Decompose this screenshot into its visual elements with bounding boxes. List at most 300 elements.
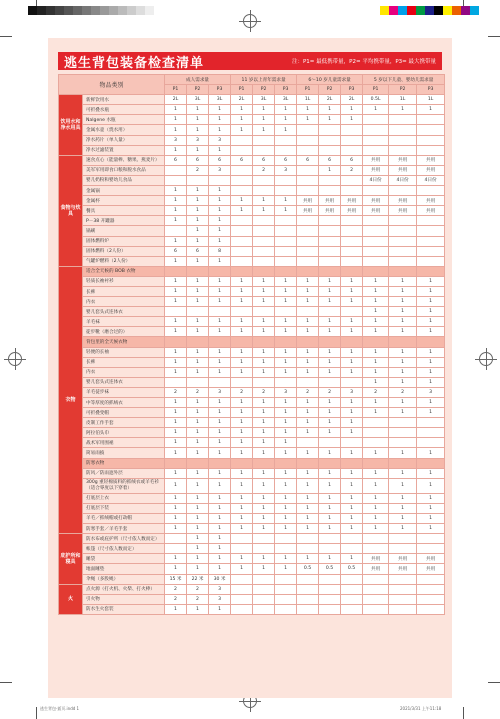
item-cell: 可折叠水瓶 [83, 105, 165, 115]
quantity-cell [341, 266, 363, 276]
quantity-cell [253, 266, 275, 276]
quantity-cell [165, 458, 187, 468]
quantity-cell: 1 [389, 367, 417, 377]
quantity-cell [187, 337, 209, 347]
quantity-cell: 1 [319, 478, 341, 493]
quantity-cell: 1 [363, 307, 389, 317]
quantity-cell: 2L [165, 95, 187, 105]
quantity-cell: 1 [253, 105, 275, 115]
quantity-cell [253, 604, 275, 614]
item-cell: 固体燃料炉 [83, 236, 165, 246]
quantity-cell: 6 [275, 155, 297, 165]
table-row [59, 175, 445, 185]
quantity-cell: 1 [187, 226, 209, 236]
quantity-cell: 1 [165, 418, 187, 428]
quantity-cell [341, 226, 363, 236]
item-cell: 徒步靴（磨合过的） [83, 327, 165, 337]
quantity-cell: 1 [187, 357, 209, 367]
quantity-cell: 3 [275, 387, 297, 397]
quantity-cell: 共用 [341, 196, 363, 206]
quantity-cell: 1 [187, 503, 209, 513]
quantity-cell [363, 216, 389, 226]
quantity-cell: 1 [297, 418, 319, 428]
item-cell: 轻质长袖衬衫 [83, 276, 165, 286]
quantity-cell [389, 216, 417, 226]
quantity-cell [275, 544, 297, 554]
table-row [59, 534, 445, 544]
quantity-cell [297, 584, 319, 594]
p-label: P3 [417, 85, 445, 95]
table-row [59, 226, 445, 236]
quantity-cell [231, 584, 253, 594]
table-row [59, 347, 445, 357]
quantity-cell [319, 604, 341, 614]
quantity-cell: 1 [165, 554, 187, 564]
quantity-cell: 1 [253, 564, 275, 574]
quantity-cell: 1 [165, 493, 187, 503]
crop-mark [463, 707, 464, 719]
quantity-cell [363, 428, 389, 438]
quantity-cell: 1 [363, 327, 389, 337]
quantity-cell: 1 [341, 408, 363, 418]
quantity-cell: 1 [341, 357, 363, 367]
quantity-cell [417, 256, 445, 266]
quantity-cell: 共用 [363, 564, 389, 574]
quantity-cell: 1 [165, 564, 187, 574]
quantity-cell: 1 [275, 125, 297, 135]
quantity-cell: 1 [187, 544, 209, 554]
quantity-cell: 1 [341, 276, 363, 286]
quantity-cell: 1 [341, 297, 363, 307]
quantity-cell [275, 266, 297, 276]
quantity-cell: 1 [341, 317, 363, 327]
quantity-cell [297, 216, 319, 226]
quantity-cell: 8 [209, 246, 231, 256]
table-row [59, 297, 445, 307]
quantity-cell: 1 [363, 398, 389, 408]
quantity-cell: 0.5 [319, 564, 341, 574]
quantity-cell: 共用 [363, 554, 389, 564]
quantity-cell: 1 [231, 125, 253, 135]
quantity-cell [209, 175, 231, 185]
quantity-cell: 1 [231, 286, 253, 296]
quantity-cell: 1 [275, 503, 297, 513]
table-row [59, 438, 445, 448]
p-label: P2 [253, 85, 275, 95]
category-cell: 火 [59, 584, 83, 614]
table-row [59, 266, 445, 276]
quantity-cell [253, 175, 275, 185]
quantity-cell [297, 125, 319, 135]
quantity-cell: 1 [165, 438, 187, 448]
table-row [59, 584, 445, 594]
quantity-cell [253, 534, 275, 544]
quantity-cell: 1 [389, 408, 417, 418]
registration-mark [8, 352, 22, 366]
quantity-cell [319, 337, 341, 347]
crop-mark [488, 36, 500, 37]
category-cell: 庇护所和寝具 [59, 534, 83, 584]
quantity-cell: 1 [253, 524, 275, 534]
quantity-cell [417, 125, 445, 135]
quantity-cell: 1 [275, 105, 297, 115]
crop-mark [0, 682, 12, 683]
item-cell: 新鲜饮用水 [83, 95, 165, 105]
quantity-cell: 1 [275, 206, 297, 216]
item-cell: 金属水壶（烧水用） [83, 125, 165, 135]
table-row [59, 594, 445, 604]
table-row [59, 468, 445, 478]
item-cell: 羊毛袜 [83, 317, 165, 327]
quantity-cell [231, 226, 253, 236]
p-label: P2 [187, 85, 209, 95]
category-cell: 饮用水和净水用具 [59, 95, 83, 156]
quantity-cell: 1 [275, 478, 297, 493]
quantity-cell: 1 [297, 297, 319, 307]
quantity-cell [253, 236, 275, 246]
quantity-cell [363, 458, 389, 468]
quantity-cell: 1 [389, 276, 417, 286]
quantity-cell: 1 [319, 408, 341, 418]
item-cell: 伞绳（多股绳） [83, 574, 165, 584]
quantity-cell: 1 [417, 513, 445, 523]
quantity-cell [165, 307, 187, 317]
item-cell: 气罐炉燃料（2人份） [83, 256, 165, 266]
quantity-cell: 1 [319, 428, 341, 438]
table-row [59, 165, 445, 175]
quantity-cell: 1 [389, 513, 417, 523]
quantity-cell: 1 [363, 468, 389, 478]
quantity-cell: 1 [165, 317, 187, 327]
quantity-cell: 1 [319, 367, 341, 377]
item-cell: 长裤 [83, 286, 165, 296]
group-header-adult: 成人需求量 [165, 75, 231, 85]
quantity-cell: 1 [165, 347, 187, 357]
quantity-cell [275, 246, 297, 256]
item-cell: 羊毛徒步袜 [83, 387, 165, 397]
quantity-cell [341, 534, 363, 544]
quantity-cell: 1 [209, 503, 231, 513]
quantity-cell: 1 [363, 448, 389, 458]
table-row [59, 95, 445, 105]
quantity-cell [319, 216, 341, 226]
quantity-cell: 共用 [363, 206, 389, 216]
quantity-cell [297, 266, 319, 276]
quantity-cell: 15 米 [165, 574, 187, 584]
quantity-cell [389, 604, 417, 614]
quantity-cell [187, 377, 209, 387]
quantity-cell: 1 [209, 186, 231, 196]
table-row [59, 604, 445, 614]
quantity-cell: 共用 [297, 206, 319, 216]
quantity-cell: 1 [417, 478, 445, 493]
quantity-cell: 1 [209, 544, 231, 554]
quantity-cell: 1 [231, 357, 253, 367]
quantity-cell: 1 [275, 115, 297, 125]
quantity-cell [319, 135, 341, 145]
item-cell: 睡袋 [83, 554, 165, 564]
quantity-cell [341, 246, 363, 256]
quantity-cell: 1 [209, 448, 231, 458]
quantity-cell [253, 145, 275, 155]
table-row [59, 236, 445, 246]
quantity-cell [275, 216, 297, 226]
quantity-cell: 1 [187, 105, 209, 115]
quantity-cell: 3 [209, 135, 231, 145]
quantity-cell: 1 [319, 554, 341, 564]
quantity-cell [165, 266, 187, 276]
quantity-cell: 共用 [389, 155, 417, 165]
quantity-cell [231, 307, 253, 317]
quantity-cell [341, 256, 363, 266]
quantity-cell: 1 [231, 524, 253, 534]
quantity-cell [389, 135, 417, 145]
quantity-cell [297, 604, 319, 614]
quantity-cell: 1 [319, 165, 341, 175]
subheader-cell: 背包里的全天候衣物 [83, 337, 165, 347]
quantity-cell: 22 米 [187, 574, 209, 584]
quantity-cell [363, 246, 389, 256]
quantity-cell: 1 [253, 438, 275, 448]
quantity-cell: 1 [187, 408, 209, 418]
item-cell: 引火物 [83, 594, 165, 604]
quantity-cell: 1 [319, 503, 341, 513]
quantity-cell: 1 [187, 438, 209, 448]
quantity-cell: 1 [297, 327, 319, 337]
quantity-cell: 1 [275, 327, 297, 337]
quantity-cell: 1 [231, 347, 253, 357]
quantity-cell [253, 544, 275, 554]
quantity-cell [319, 246, 341, 256]
quantity-cell: 2 [165, 594, 187, 604]
quantity-cell: 1 [209, 196, 231, 206]
table-row [59, 105, 445, 115]
quantity-cell: 1 [417, 448, 445, 458]
quantity-cell: 3 [209, 387, 231, 397]
item-cell: 婴儿套头式连体衣 [83, 377, 165, 387]
quantity-cell [297, 175, 319, 185]
quantity-cell: 1 [187, 448, 209, 458]
quantity-cell: 共用 [363, 165, 389, 175]
quantity-cell [363, 544, 389, 554]
quantity-cell [341, 584, 363, 594]
quantity-cell: 1 [253, 468, 275, 478]
quantity-cell [417, 594, 445, 604]
quantity-cell: 1 [253, 428, 275, 438]
quantity-cell: 1 [363, 286, 389, 296]
quantity-cell: 2 [187, 165, 209, 175]
quantity-cell [389, 246, 417, 256]
quantity-cell: 1 [389, 493, 417, 503]
quantity-cell: 1 [165, 256, 187, 266]
quantity-cell: 2L [319, 95, 341, 105]
quantity-cell: 2 [253, 165, 275, 175]
quantity-cell: 1 [363, 357, 389, 367]
quantity-cell [341, 135, 363, 145]
quantity-cell: 1 [275, 438, 297, 448]
quantity-cell: 1 [297, 493, 319, 503]
footer-right: 2021/3/31 上午11:18 [400, 706, 442, 711]
quantity-cell: 1 [231, 105, 253, 115]
quantity-cell: 3L [209, 95, 231, 105]
quantity-cell: 1 [417, 503, 445, 513]
item-cell: 防风／防雨遮外层 [83, 468, 165, 478]
quantity-cell [231, 175, 253, 185]
quantity-cell [389, 458, 417, 468]
quantity-cell: 6 [231, 155, 253, 165]
p-label: P2 [319, 85, 341, 95]
quantity-cell: 1 [231, 468, 253, 478]
quantity-cell: 1 [417, 468, 445, 478]
quantity-cell [275, 145, 297, 155]
quantity-cell [319, 186, 341, 196]
quantity-cell: 1 [253, 317, 275, 327]
table-row [59, 503, 445, 513]
item-cell: 净水过滤装置 [83, 145, 165, 155]
p-label: P3 [341, 85, 363, 95]
quantity-cell: 1 [417, 357, 445, 367]
quantity-cell [297, 145, 319, 155]
quantity-cell [253, 377, 275, 387]
quantity-cell: 1 [165, 428, 187, 438]
quantity-cell: 1 [275, 367, 297, 377]
quantity-cell: 1 [319, 286, 341, 296]
quantity-cell: 1 [319, 524, 341, 534]
quantity-cell: 1 [389, 524, 417, 534]
quantity-cell: 1 [253, 206, 275, 216]
quantity-cell: 3L [187, 95, 209, 105]
quantity-cell: 共用 [363, 155, 389, 165]
quantity-cell [297, 458, 319, 468]
quantity-cell [363, 226, 389, 236]
quantity-cell: 30 米 [209, 574, 231, 584]
quantity-cell: 共用 [417, 196, 445, 206]
quantity-cell: 1 [275, 286, 297, 296]
quantity-cell [363, 125, 389, 135]
quantity-cell: 1 [187, 478, 209, 493]
item-cell: 防水生火套装 [83, 604, 165, 614]
quantity-cell [253, 594, 275, 604]
quantity-cell [297, 337, 319, 347]
table-row [59, 398, 445, 408]
quantity-cell [363, 337, 389, 347]
quantity-cell: 1 [231, 367, 253, 377]
quantity-cell [417, 438, 445, 448]
item-cell: 美军军用即食口粮和脱水食品 [83, 165, 165, 175]
quantity-cell: 1 [275, 317, 297, 327]
quantity-cell: 1 [275, 418, 297, 428]
quantity-cell: 1 [187, 216, 209, 226]
quantity-cell: 1 [297, 468, 319, 478]
quantity-cell: 1 [187, 428, 209, 438]
quantity-cell: 1 [319, 327, 341, 337]
item-cell: 皮制工作手套 [83, 418, 165, 428]
quantity-cell: 1 [275, 493, 297, 503]
quantity-cell: 2 [389, 387, 417, 397]
quantity-cell: 1 [319, 468, 341, 478]
item-cell: Nalgene 水瓶 [83, 115, 165, 125]
quantity-cell: 1 [341, 478, 363, 493]
quantity-cell: 1 [389, 297, 417, 307]
table-row [59, 524, 445, 534]
quantity-cell: 1 [165, 513, 187, 523]
quantity-cell [363, 574, 389, 584]
quantity-cell [389, 438, 417, 448]
quantity-cell: 1 [187, 256, 209, 266]
quantity-cell: 1 [209, 276, 231, 286]
quantity-cell: 1 [275, 554, 297, 564]
quantity-cell: 3L [253, 95, 275, 105]
quantity-cell: 1 [297, 276, 319, 286]
quantity-cell: 1 [253, 513, 275, 523]
quantity-cell [275, 256, 297, 266]
quantity-cell: 1 [187, 554, 209, 564]
table-row [59, 327, 445, 337]
quantity-cell [389, 236, 417, 246]
quantity-cell [319, 438, 341, 448]
quantity-cell: 1 [165, 186, 187, 196]
quantity-cell: 2 [319, 387, 341, 397]
quantity-cell [253, 226, 275, 236]
quantity-cell [165, 377, 187, 387]
quantity-cell [253, 186, 275, 196]
quantity-cell: 共用 [389, 165, 417, 175]
quantity-cell: 1 [363, 276, 389, 286]
quantity-cell: 1 [363, 524, 389, 534]
quantity-cell: 3 [187, 135, 209, 145]
quantity-cell: 2L [341, 95, 363, 105]
quantity-cell: 1 [297, 398, 319, 408]
quantity-cell [187, 458, 209, 468]
quantity-cell [389, 574, 417, 584]
category-header: 物品类别 [59, 75, 165, 95]
quantity-cell: 1 [209, 554, 231, 564]
quantity-cell [253, 574, 275, 584]
table-row [59, 276, 445, 286]
quantity-cell: 1 [209, 317, 231, 327]
quantity-cell: 1 [209, 513, 231, 523]
checklist-table [58, 74, 445, 615]
quantity-cell: 1 [209, 604, 231, 614]
quantity-cell [319, 145, 341, 155]
quantity-cell [389, 418, 417, 428]
item-cell: 固体燃料（2人份） [83, 246, 165, 256]
quantity-cell [417, 418, 445, 428]
quantity-cell: 6 [187, 246, 209, 256]
quantity-cell: 1 [341, 367, 363, 377]
item-cell: 餐具 [83, 206, 165, 216]
quantity-cell: 1 [187, 347, 209, 357]
quantity-cell [417, 186, 445, 196]
quantity-cell: 1 [275, 524, 297, 534]
quantity-cell [231, 236, 253, 246]
table-row [59, 428, 445, 438]
quantity-cell: 1 [319, 297, 341, 307]
quantity-cell: 1 [231, 297, 253, 307]
quantity-cell [341, 604, 363, 614]
quantity-cell: 2 [253, 387, 275, 397]
quantity-cell: 1 [417, 276, 445, 286]
quantity-cell [363, 418, 389, 428]
category-cell: 食物与炊具 [59, 155, 83, 266]
quantity-cell: 1 [187, 145, 209, 155]
quantity-cell: 1 [363, 478, 389, 493]
quantity-cell: 2 [187, 584, 209, 594]
quantity-cell: 1 [297, 408, 319, 418]
quantity-cell: 1 [187, 604, 209, 614]
quantity-cell: 共用 [417, 165, 445, 175]
quantity-cell [341, 125, 363, 135]
